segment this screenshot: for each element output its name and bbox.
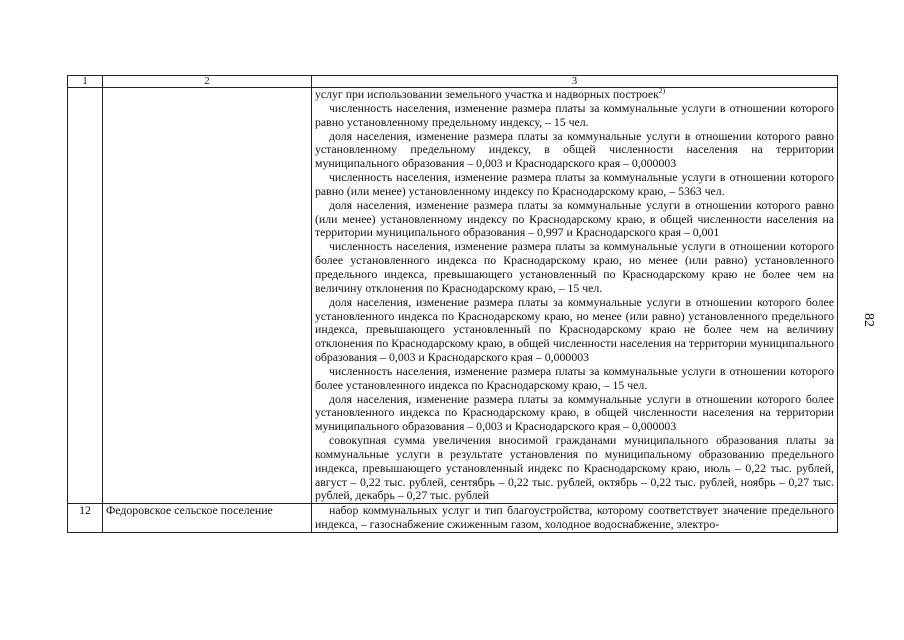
table-row-12: [68, 504, 838, 533]
paragraph: доля населения, изменение размера платы за коммунальные услуги в отношении которого равно (или менее) установленному индексу по Краснодарскому краю, в общей численности населения на территории муниципального образования – 0,997 и Краснодарского края – 0,001: [315, 197, 834, 240]
row-12-name: Федоровское сельское поселение: [103, 504, 312, 533]
table-row-continuation: [68, 88, 838, 504]
paragraph: численность населения, изменение размера платы за коммунальные услуги в отношении которого более установленного индекса по Краснодарскому краю, но менее (или равно) установленного предельного индекса, превышающего установленный по Краснодарскому краю не более чем на величину отклонения по Краснодарскому краю, – 15 чел.: [315, 239, 834, 295]
row-12-number: 12: [68, 504, 103, 533]
header-col-1: 1: [68, 76, 103, 88]
page-number: 82: [861, 313, 876, 327]
index-table: [67, 75, 838, 533]
paragraph: доля населения, изменение размера платы за коммунальные услуги в отношении которого более установленного индекса по Краснодарскому краю, в общей численности населения на территории муниципального образования – 0,003 и Краснодарского края – 0,000003: [315, 391, 834, 434]
paragraph: доля населения, изменение размера платы за коммунальные услуги в отношении которого более установленного индекса по Краснодарскому краю, но менее (или равно) установленного предельного индекса, превышающего установленный по Краснодарскому краю не более чем на величину отклонения по Краснодарскому краю, в общей численности населения на территории муниципального образования – 0,003 и Краснодарского края – 0,000003: [315, 294, 834, 365]
paragraph: доля населения, изменение размера платы за коммунальные услуги в отношении которого равно установленному предельному индексу, в общей численности населения на территории муниципального образования – 0,003 и Краснодарского края – 0,000003: [315, 128, 834, 171]
paragraph-lead-text: услуг при использовании земельного участка и надворных построек: [315, 87, 659, 101]
row-12-description: [312, 504, 838, 533]
table-header-row: [68, 76, 838, 88]
header-col-2: 2: [103, 76, 312, 88]
footnote-mark: 2): [658, 86, 666, 96]
row-name-cell: [103, 88, 312, 504]
paragraph: численность населения, изменение размера платы за коммунальные услуги в отношении которого более установленного индекса по Краснодарскому краю, – 15 чел.: [315, 363, 834, 392]
paragraph-lead: [315, 88, 834, 102]
paragraph: совокупная сумма увеличения вносимой гражданами муниципального образования платы за коммунальные услуги в результате установления по муниципальному образованию предельного индекса, превышающего установленный индекс по Краснодарскому краю, июль – 0,22 тыс. рублей, август – 0,22 тыс. рублей, сентябрь – 0,22 тыс. рублей, октябрь – 0,22 тыс. рублей, ноябрь – 0,27 тыс. рублей, декабрь – 0,27 тыс. рублей: [315, 433, 834, 503]
paragraph: численность населения, изменение размера платы за коммунальные услуги в отношении которого равно (или менее) установленному индексу по Краснодарскому краю, – 5363 чел.: [315, 170, 834, 198]
paragraph: численность населения, изменение размера платы за коммунальные услуги в отношении которого равно установленному предельному индексу, – 15 чел.: [315, 100, 834, 129]
paragraph: набор коммунальных услуг и тип благоустройства, которому соответствует значение предельного индекса, – газоснабжение сжиженным газом, холодное водоснабжение, электро-: [315, 503, 834, 532]
row-description-cell: [312, 88, 838, 504]
header-col-3: 3: [312, 76, 838, 88]
row-number-cell: [68, 88, 103, 504]
